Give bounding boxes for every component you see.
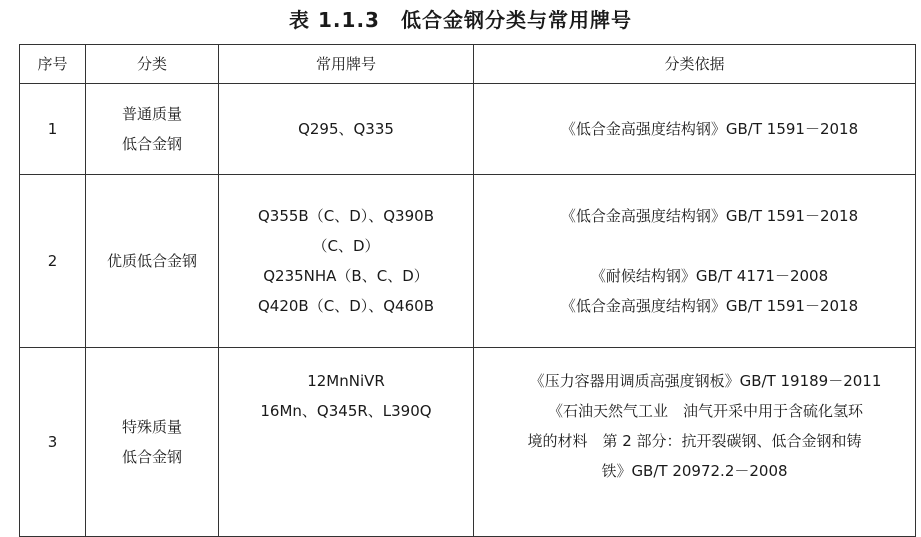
basis-gap [504, 231, 915, 261]
row-no: 3 [20, 348, 86, 537]
header-category: 分类 [86, 45, 219, 84]
table-row [20, 348, 916, 537]
grade-line: 12MnNiVR [307, 372, 385, 390]
category-line: 普通质量 [121, 105, 182, 123]
row-basis [474, 84, 916, 175]
grade-line: Q235NHA（B、C、D） [263, 267, 429, 285]
row-category [86, 84, 219, 175]
header-basis: 分类依据 [474, 45, 916, 84]
grade-line: 16Mn、Q345R、L390Q [260, 402, 432, 420]
row-no: 1 [20, 84, 86, 175]
grade-line: （C、D） [312, 237, 380, 255]
basis-line: 《低合金高强度结构钢》GB/T 1591－2018 [560, 207, 859, 225]
row-basis [474, 348, 916, 537]
row-grades [219, 175, 474, 348]
row-no: 2 [20, 175, 86, 348]
table-title: 表 1.1.3 低合金钢分类与常用牌号 [289, 8, 632, 32]
row-grades [219, 348, 474, 537]
basis-line: 境的材料 第 2 部分：抗开裂碳钢、低合金钢和铸 [527, 432, 862, 450]
basis-line: 《耐候结构钢》GB/T 4171－2008 [590, 267, 829, 285]
category-line: 低合金钢 [121, 135, 182, 153]
grade-line: Q355B（C、D）、Q390B [258, 207, 434, 225]
grade-line: Q295、Q335 [298, 120, 394, 138]
grade-line: Q420B（C、D）、Q460B [258, 297, 434, 315]
row-category [86, 348, 219, 537]
row-grades [219, 84, 474, 175]
basis-line: 《压力容器用调质高强度钢板》GB/T 19189－2011 [529, 372, 882, 390]
header-no: 序号 [20, 45, 86, 84]
table-row [20, 84, 916, 175]
row-category [86, 175, 219, 348]
row-basis [474, 175, 916, 348]
basis-line: 铁》GB/T 20972.2－2008 [601, 462, 788, 480]
basis-line: 《低合金高强度结构钢》GB/T 1591－2018 [560, 120, 859, 138]
category-line: 优质低合金钢 [106, 252, 197, 270]
category-line: 低合金钢 [121, 448, 182, 466]
basis-line: 《石油天然气工业 油气开采中用于含硫化氢环 [547, 402, 863, 420]
classification-table [19, 44, 916, 537]
category-line: 特殊质量 [121, 418, 182, 436]
header-row [20, 45, 916, 84]
table-row [20, 175, 916, 348]
header-grades: 常用牌号 [219, 45, 474, 84]
basis-line: 《低合金高强度结构钢》GB/T 1591－2018 [560, 297, 859, 315]
